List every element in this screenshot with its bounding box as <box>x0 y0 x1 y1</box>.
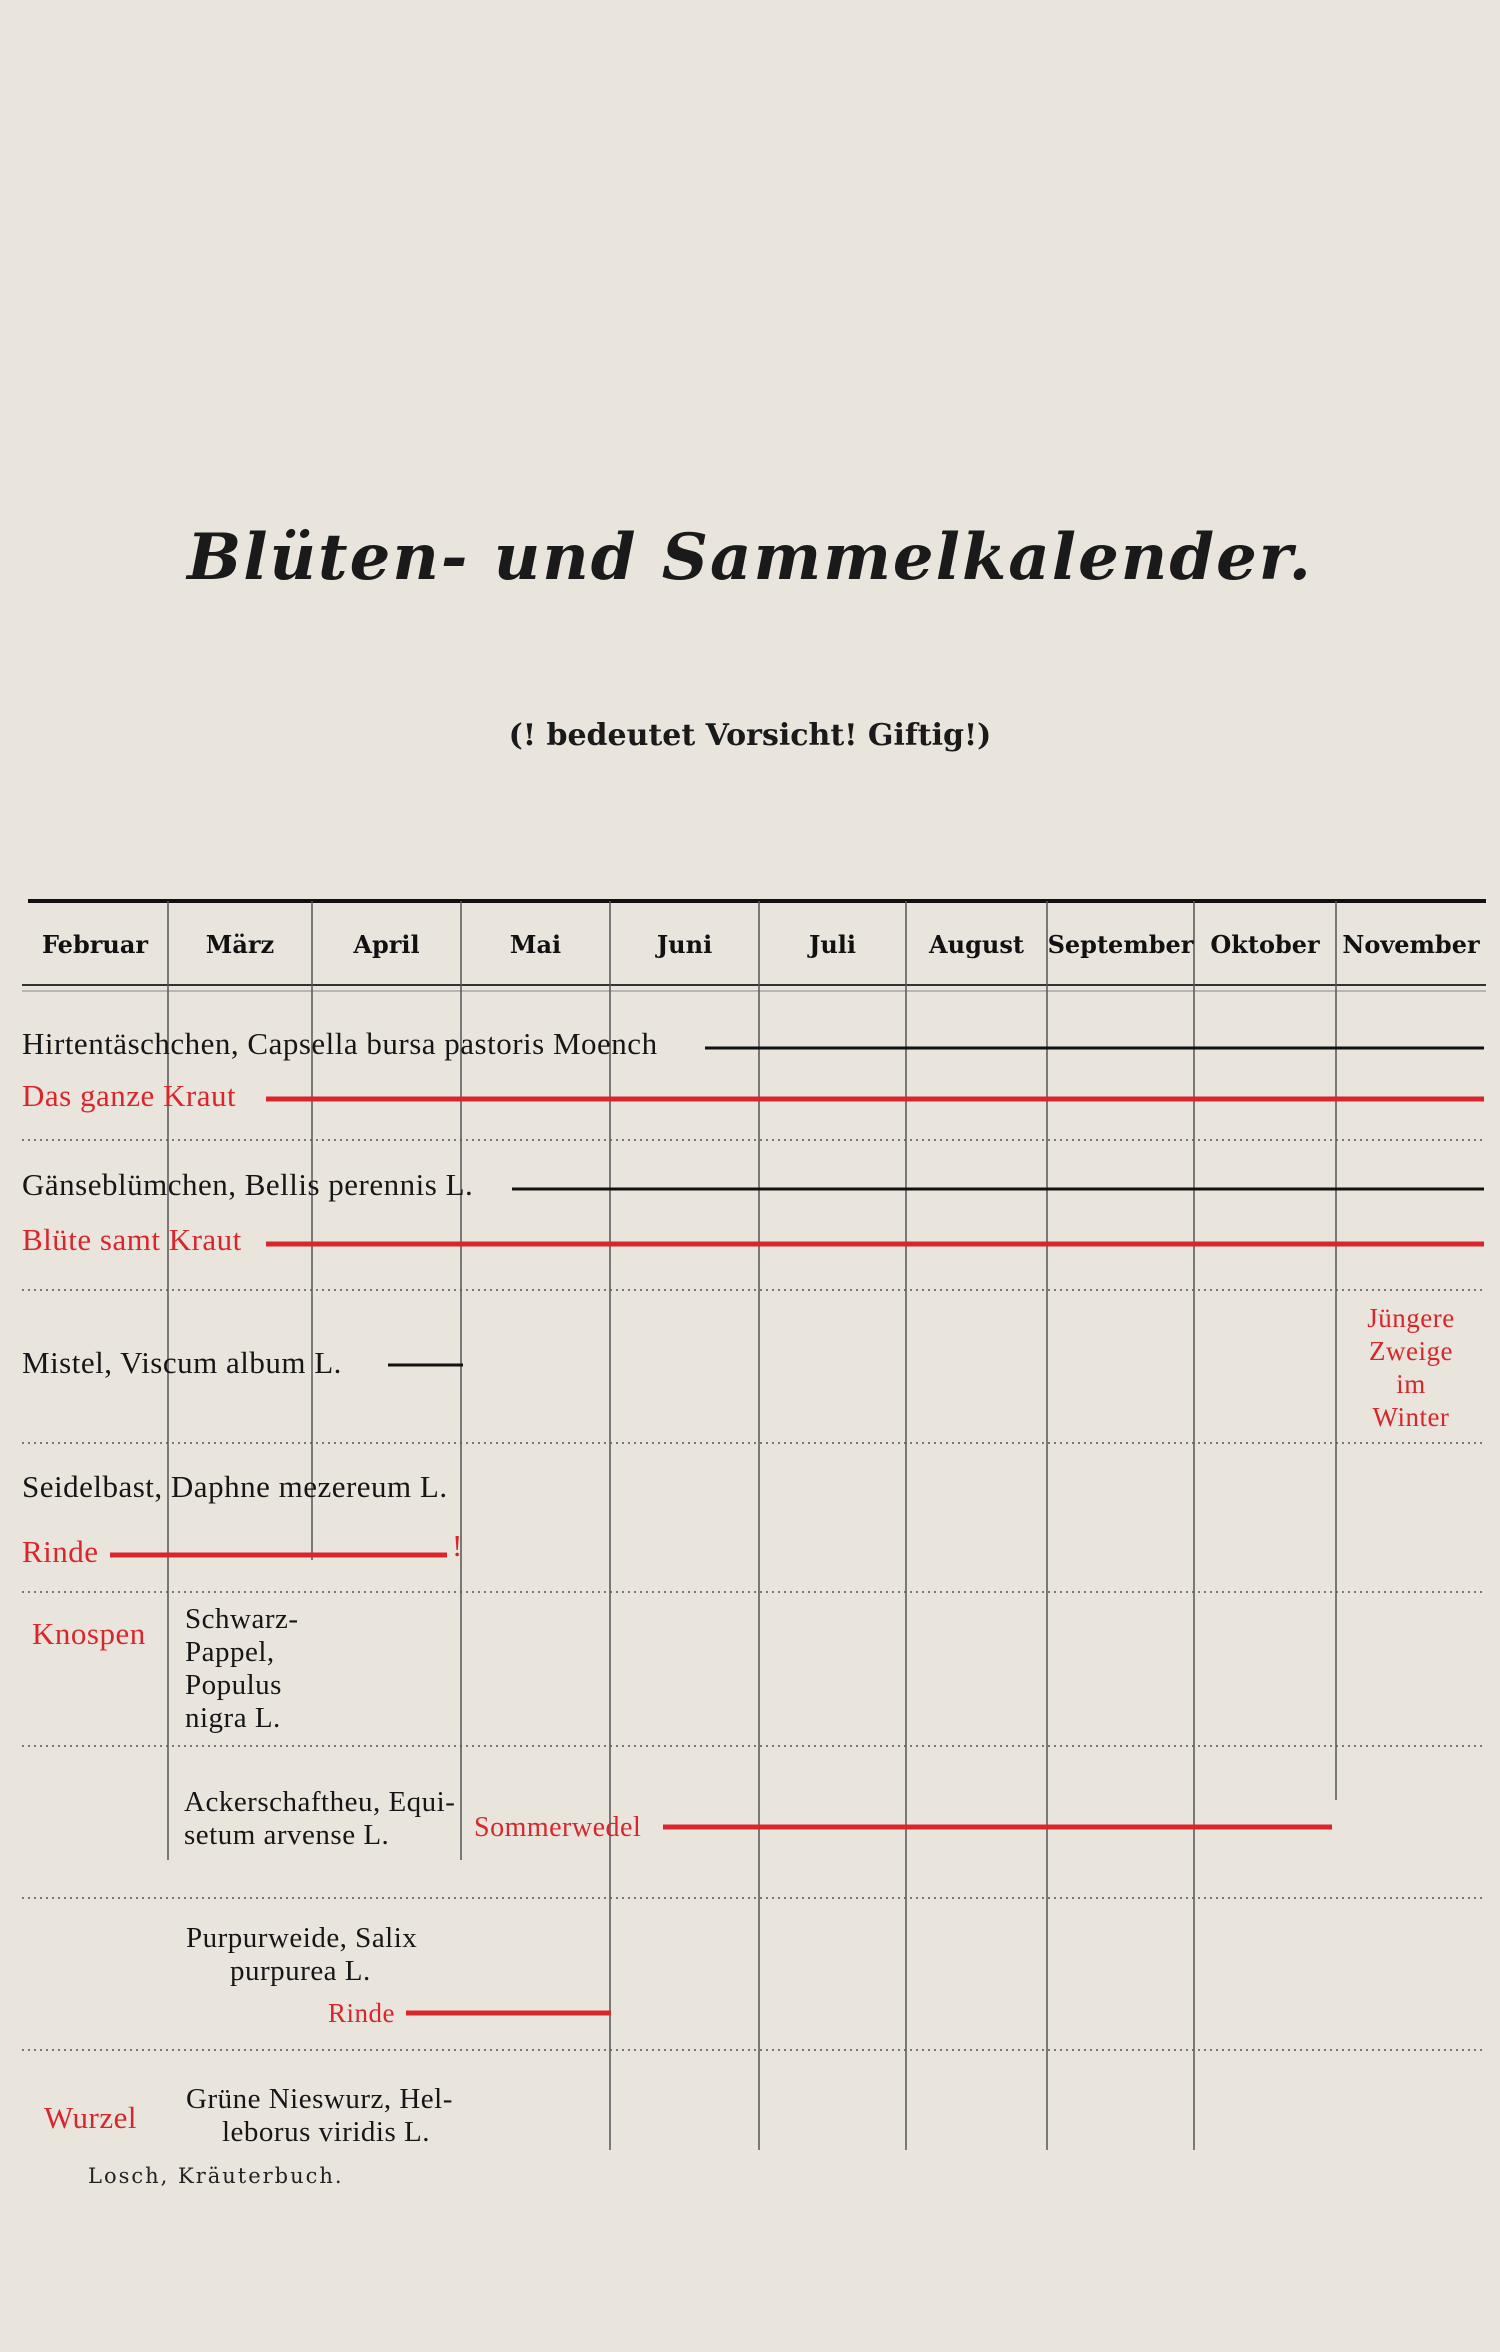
part-schachtelhalm: Sommerwedel <box>474 1812 642 1843</box>
month-august: August <box>929 930 1024 959</box>
part-pappel: Knospen <box>32 1616 146 1651</box>
page-title: Blüten- und Sammelkalender. <box>187 520 1313 595</box>
plant-weide-2: purpurea L. <box>230 1955 371 1987</box>
plant-pappel-3: Populus <box>185 1669 282 1701</box>
row-separators <box>22 1140 1486 2050</box>
part-gaenseblumchen: Blüte samt Kraut <box>22 1222 242 1257</box>
poison-mark-seidelbast: ! <box>452 1528 463 1563</box>
part-hirtentaeschchen: Das ganze Kraut <box>22 1078 237 1113</box>
footer-source: Losch, Kräuterbuch. <box>88 2164 344 2188</box>
plant-gaenseblumchen: Gänseblümchen, Bellis perennis L. <box>22 1167 474 1202</box>
plant-pappel-2: Pappel, <box>185 1636 275 1668</box>
part-weide: Rinde <box>328 1998 395 2028</box>
plant-pappel-4: nigra L. <box>185 1702 281 1734</box>
part-mistel-4: Winter <box>1372 1402 1450 1432</box>
plant-schachtelhalm-2: setum arvense L. <box>184 1819 390 1851</box>
part-mistel-2: Zweige <box>1369 1336 1453 1366</box>
month-juni: Juni <box>656 930 713 959</box>
month-oktober: Oktober <box>1210 930 1320 959</box>
part-niesswurz: Wurzel <box>44 2100 137 2135</box>
month-februar: Februar <box>41 930 149 959</box>
plant-schachtelhalm-1: Ackerschaftheu, Equi- <box>184 1786 456 1818</box>
month-mai: Mai <box>509 930 562 959</box>
month-november: November <box>1342 930 1480 959</box>
month-september: September <box>1047 930 1194 959</box>
part-mistel-3: im <box>1396 1369 1426 1399</box>
plant-hirtentaeschchen: Hirtentäschchen, Capsella bursa pastoris Moench <box>22 1026 658 1061</box>
plant-niesswurz-1: Grüne Nieswurz, Hel- <box>186 2083 453 2115</box>
part-mistel-1: Jüngere <box>1367 1303 1455 1333</box>
month-maerz: März <box>205 930 275 959</box>
plant-mistel: Mistel, Viscum album L. <box>22 1345 342 1380</box>
part-seidelbast: Rinde <box>22 1534 99 1569</box>
month-april: April <box>353 930 420 959</box>
plant-seidelbast: Seidelbast, Daphne mezereum L. <box>22 1469 448 1504</box>
plant-niesswurz-2: leborus viridis L. <box>222 2116 430 2148</box>
plant-pappel-1: Schwarz- <box>185 1603 299 1635</box>
page-subtitle: (! bedeutet Vorsicht! Giftig!) <box>508 718 992 753</box>
plant-weide-1: Purpurweide, Salix <box>186 1922 418 1954</box>
month-juli: Juli <box>808 930 857 959</box>
